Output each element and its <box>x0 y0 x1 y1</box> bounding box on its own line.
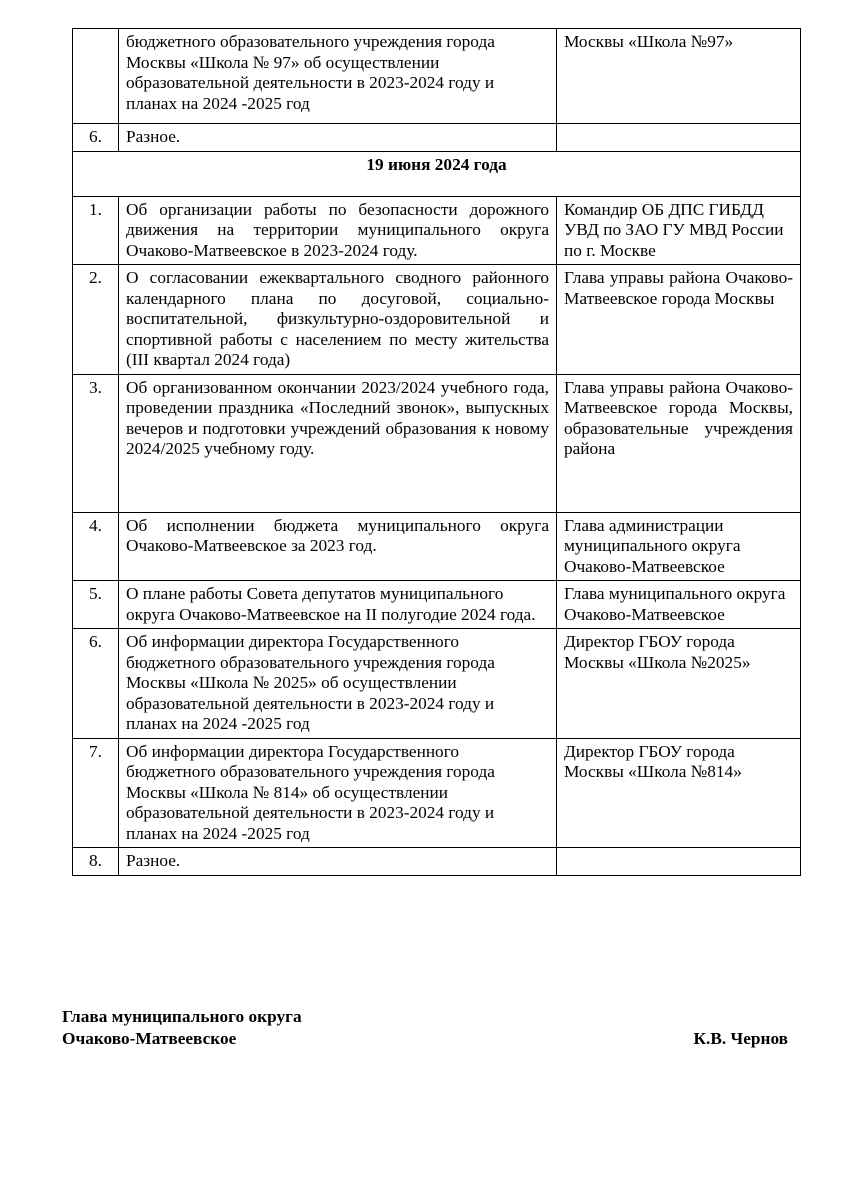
row-number: 5. <box>73 581 119 629</box>
table-row <box>73 124 801 152</box>
responsible-cell <box>557 848 801 876</box>
row-number: 7. <box>73 738 119 848</box>
topic-cell: Разное. <box>119 848 557 876</box>
table-row <box>73 738 801 848</box>
date-heading-row <box>73 151 801 196</box>
row-number: 4. <box>73 512 119 581</box>
responsible-cell: Глава администрации муниципального округа Очаково-Матвеевское <box>557 512 801 581</box>
row-number: 8. <box>73 848 119 876</box>
row-number: 2. <box>73 265 119 375</box>
table-row <box>73 581 801 629</box>
topic-cell: Об организации работы по безопасности дорожного движения на территории муниципального округа Очаково-Матвеевское в 2023-2024 году. <box>119 196 557 265</box>
responsible-cell: Глава управы района Очаково-Матвеевское города Москвы <box>557 265 801 375</box>
table-row <box>73 848 801 876</box>
row-number: 3. <box>73 374 119 512</box>
topic-cell: Об организованном окончании 2023/2024 учебного года, проведении праздника «Последний звонок», выпускных вечеров и подготовки учреждений образования к новому 2024/2025 учебному году. <box>119 374 557 512</box>
row-number: 6. <box>73 629 119 739</box>
topic-cell: бюджетного образовательного учреждения города Москвы «Школа № 97» об осуществлении образовательной деятельности в 2023-2024 году и планах на 2024 -2025 год <box>119 29 557 124</box>
table-row <box>73 629 801 739</box>
responsible-cell: Москвы «Школа №97» <box>557 29 801 124</box>
table-row <box>73 196 801 265</box>
responsible-cell: Глава муниципального округа Очаково-Матвеевское <box>557 581 801 629</box>
table-row <box>73 29 801 124</box>
responsible-cell: Директор ГБОУ города Москвы «Школа №2025» <box>557 629 801 739</box>
topic-cell: Об информации директора Государственного бюджетного образовательного учреждения города Москвы «Школа № 814» об осуществлении образовательной деятельности в 2023-2024 году и планах на 2024 -2025 год <box>119 738 557 848</box>
topic-cell: О согласовании ежеквартального сводного районного календарного плана по досуговой, социально-воспитательной, физкультурно-оздоровительной и спортивной работы с населением по месту жительства (III квартал 2024 года) <box>119 265 557 375</box>
table-row <box>73 265 801 375</box>
table-row <box>73 374 801 512</box>
signature-block <box>62 1006 790 1050</box>
responsible-cell <box>557 124 801 152</box>
topic-cell: Об исполнении бюджета муниципального округа Очаково-Матвеевское за 2023 год. <box>119 512 557 581</box>
responsible-cell: Глава управы района Очаково-Матвеевское города Москвы, образовательные учреждения района <box>557 374 801 512</box>
signature-title-line1: Глава муниципального округа <box>62 1007 302 1026</box>
date-heading: 19 июня 2024 года <box>73 151 801 196</box>
responsible-cell: Директор ГБОУ города Москвы «Школа №814» <box>557 738 801 848</box>
responsible-cell: Командир ОБ ДПС ГИБДД УВД по ЗАО ГУ МВД России по г. Москве <box>557 196 801 265</box>
row-number: 1. <box>73 196 119 265</box>
topic-cell: Разное. <box>119 124 557 152</box>
row-number <box>73 29 119 124</box>
table-row <box>73 512 801 581</box>
signature-title-line2: Очаково-Матвеевское <box>62 1029 237 1048</box>
row-number: 6. <box>73 124 119 152</box>
topic-cell: О плане работы Совета депутатов муниципального округа Очаково-Матвеевское на II полугодие 2024 года. <box>119 581 557 629</box>
agenda-table <box>72 28 801 876</box>
signature-name: К.В. Чернов <box>693 1029 788 1048</box>
topic-cell: Об информации директора Государственного бюджетного образовательного учреждения города Москвы «Школа № 2025» об осуществлении образовательной деятельности в 2023-2024 году и планах на 2024 -2025 год <box>119 629 557 739</box>
